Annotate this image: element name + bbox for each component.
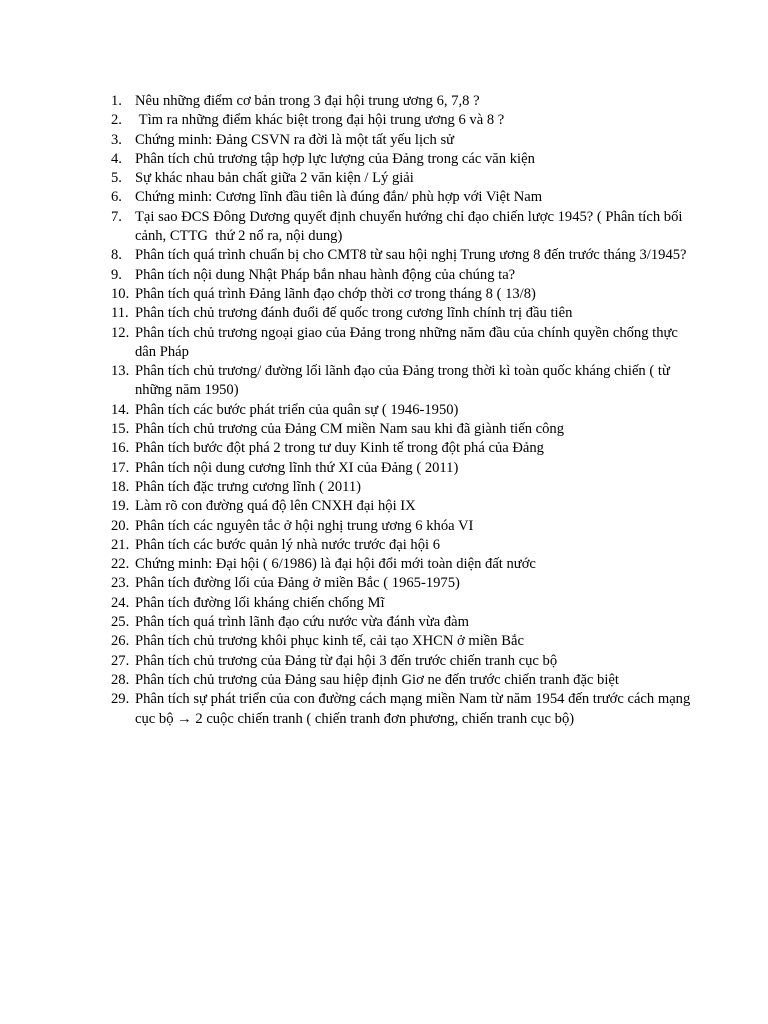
question-number: 10. — [111, 285, 130, 302]
question-item — [111, 555, 691, 574]
question-number: 16. — [111, 440, 130, 457]
question-item — [111, 652, 691, 671]
question-text: Chứng minh: Đại hội ( 6/1986) là đại hội đổi mới toàn diện đất nước — [135, 556, 536, 573]
question-text: Phân tích đặc trưng cương lĩnh ( 2011) — [135, 478, 362, 495]
question-text: Phân tích chủ trương/ đường lối lãnh đạo của Đảng trong thời kì toàn quốc kháng chiến ( từ những năm 1950) — [135, 363, 674, 399]
question-item — [111, 188, 691, 207]
question-number: 22. — [111, 556, 130, 573]
question-text: Phân tích quá trình chuẩn bị cho CMT8 từ sau hội nghị Trung ương 8 đến trước tháng 3/1945? — [135, 247, 687, 264]
question-number: 1. — [111, 93, 122, 109]
question-text: Phân tích quá trình lãnh đạo cứu nước vừa đánh vừa đàm — [135, 614, 469, 631]
question-list — [111, 92, 694, 729]
question-text: Phân tích nội dung cương lĩnh thứ XI của Đảng ( 2011) — [135, 459, 459, 476]
question-item — [111, 594, 691, 613]
question-item — [111, 111, 691, 130]
question-number: 17. — [111, 459, 130, 476]
question-number: 21. — [111, 536, 130, 553]
question-text: Nêu những điểm cơ bản trong 3 đại hội trung ương 6, 7,8 ? — [135, 93, 480, 109]
question-item — [111, 536, 691, 555]
question-item — [111, 324, 691, 363]
question-text: Phân tích chủ trương của Đảng từ đại hội 3 đến trước chiến tranh cục bộ — [135, 652, 558, 669]
question-item — [111, 517, 691, 536]
question-item — [111, 266, 691, 285]
question-text: Phân tích sự phát triển của con đường cách mạng miền Nam từ năm 1954 đến trước cách mạng cục bộ → 2 cuộc chiến tranh ( chiến tranh đơn phương, chiến tranh cục bộ) — [135, 691, 694, 727]
question-text: Phân tích chủ trương ngoại giao của Đảng trong những năm đầu của chính quyền chống thực dân Pháp — [135, 324, 682, 360]
question-item — [111, 420, 691, 439]
question-text: Sự khác nhau bản chất giữa 2 văn kiện / Lý giải — [135, 170, 414, 187]
question-text: Phân tích các nguyên tắc ở hội nghị trung ương 6 khóa VI — [135, 517, 474, 534]
question-text: Phân tích chủ trương khôi phục kinh tế, cải tạo XHCN ở miền Bắc — [135, 633, 524, 650]
question-item — [111, 150, 691, 169]
question-item — [111, 613, 691, 632]
question-number: 6. — [111, 189, 122, 206]
question-number: 4. — [111, 150, 122, 167]
question-text: Làm rõ con đường quá độ lên CNXH đại hội IX — [135, 498, 416, 515]
question-item — [111, 671, 691, 690]
question-number: 25. — [111, 614, 130, 631]
question-number: 27. — [111, 652, 130, 669]
question-number: 23. — [111, 575, 130, 592]
question-text: Phân tích các bước phát triển của quân sự ( 1946-1950) — [135, 401, 459, 418]
question-text: Phân tích chủ trương của Đảng CM miền Nam sau khi đã giành tiến công — [135, 421, 565, 438]
question-item — [111, 169, 691, 188]
question-text: Phân tích bước đột phá 2 trong tư duy Kinh tế trong đột phá của Đảng — [135, 440, 544, 457]
question-text: Phân tích quá trình Đảng lãnh đạo chớp thời cơ trong tháng 8 ( 13/8) — [135, 285, 536, 302]
question-item — [111, 459, 691, 478]
question-number: 12. — [111, 324, 130, 341]
question-text: Phân tích đường lối của Đảng ở miền Bắc ( 1965-1975) — [135, 575, 460, 592]
question-text: Phân tích chủ trương của Đảng sau hiệp định Giơ ne đến trước chiến tranh đặc biệt — [135, 671, 619, 688]
question-item — [111, 439, 691, 458]
question-number: 9. — [111, 266, 122, 283]
question-number: 29. — [111, 691, 130, 708]
question-text: Chứng minh: Cương lĩnh đầu tiên là đúng đắn/ phù hợp với Việt Nam — [135, 189, 543, 206]
question-number: 5. — [111, 170, 122, 187]
question-number: 18. — [111, 478, 130, 495]
question-text: Phân tích chủ trương tập hợp lực lượng của Đảng trong các văn kiện — [135, 150, 535, 167]
question-text: Phân tích nội dung Nhật Pháp bắn nhau hành động của chúng ta? — [135, 266, 516, 283]
question-item — [111, 362, 691, 401]
question-text: Phân tích chủ trương đánh đuổi đế quốc trong cương lĩnh chính trị đầu tiên — [135, 305, 573, 322]
question-number: 13. — [111, 363, 130, 380]
question-number: 7. — [111, 208, 122, 225]
question-item — [111, 497, 691, 516]
question-item — [111, 246, 691, 265]
question-number: 2. — [111, 112, 122, 129]
question-item — [111, 285, 691, 304]
question-item — [111, 304, 691, 323]
question-number: 26. — [111, 633, 130, 650]
question-text: Phân tích các bước quản lý nhà nước trước đại hội 6 — [135, 536, 441, 553]
question-item — [111, 131, 691, 150]
question-number: 28. — [111, 671, 130, 688]
question-number: 19. — [111, 498, 130, 515]
question-item — [111, 632, 691, 651]
question-number: 14. — [111, 401, 130, 418]
question-text: Tìm ra những điểm khác biệt trong đại hội trung ương 6 và 8 ? — [135, 112, 505, 129]
question-number: 20. — [111, 517, 130, 534]
question-number: 3. — [111, 131, 122, 148]
question-item — [111, 401, 691, 420]
question-text: Tại sao ĐCS Đông Dương quyết định chuyển hướng chỉ đạo chiến lược 1945? ( Phân tích bối cảnh, CTTG thứ 2 nổ ra, nội dung) — [135, 208, 687, 245]
question-item — [111, 478, 691, 497]
question-text: Chứng minh: Đảng CSVN ra đời là một tất yếu lịch sử — [135, 131, 455, 148]
question-number: 24. — [111, 594, 130, 611]
question-number: 11. — [111, 305, 129, 322]
question-item — [111, 690, 694, 729]
question-number: 8. — [111, 247, 122, 264]
question-item — [111, 92, 691, 111]
question-item — [111, 208, 691, 247]
question-text: Phân tích đường lối kháng chiến chống Mĩ — [135, 594, 385, 611]
question-number: 15. — [111, 421, 130, 438]
question-item — [111, 574, 691, 593]
